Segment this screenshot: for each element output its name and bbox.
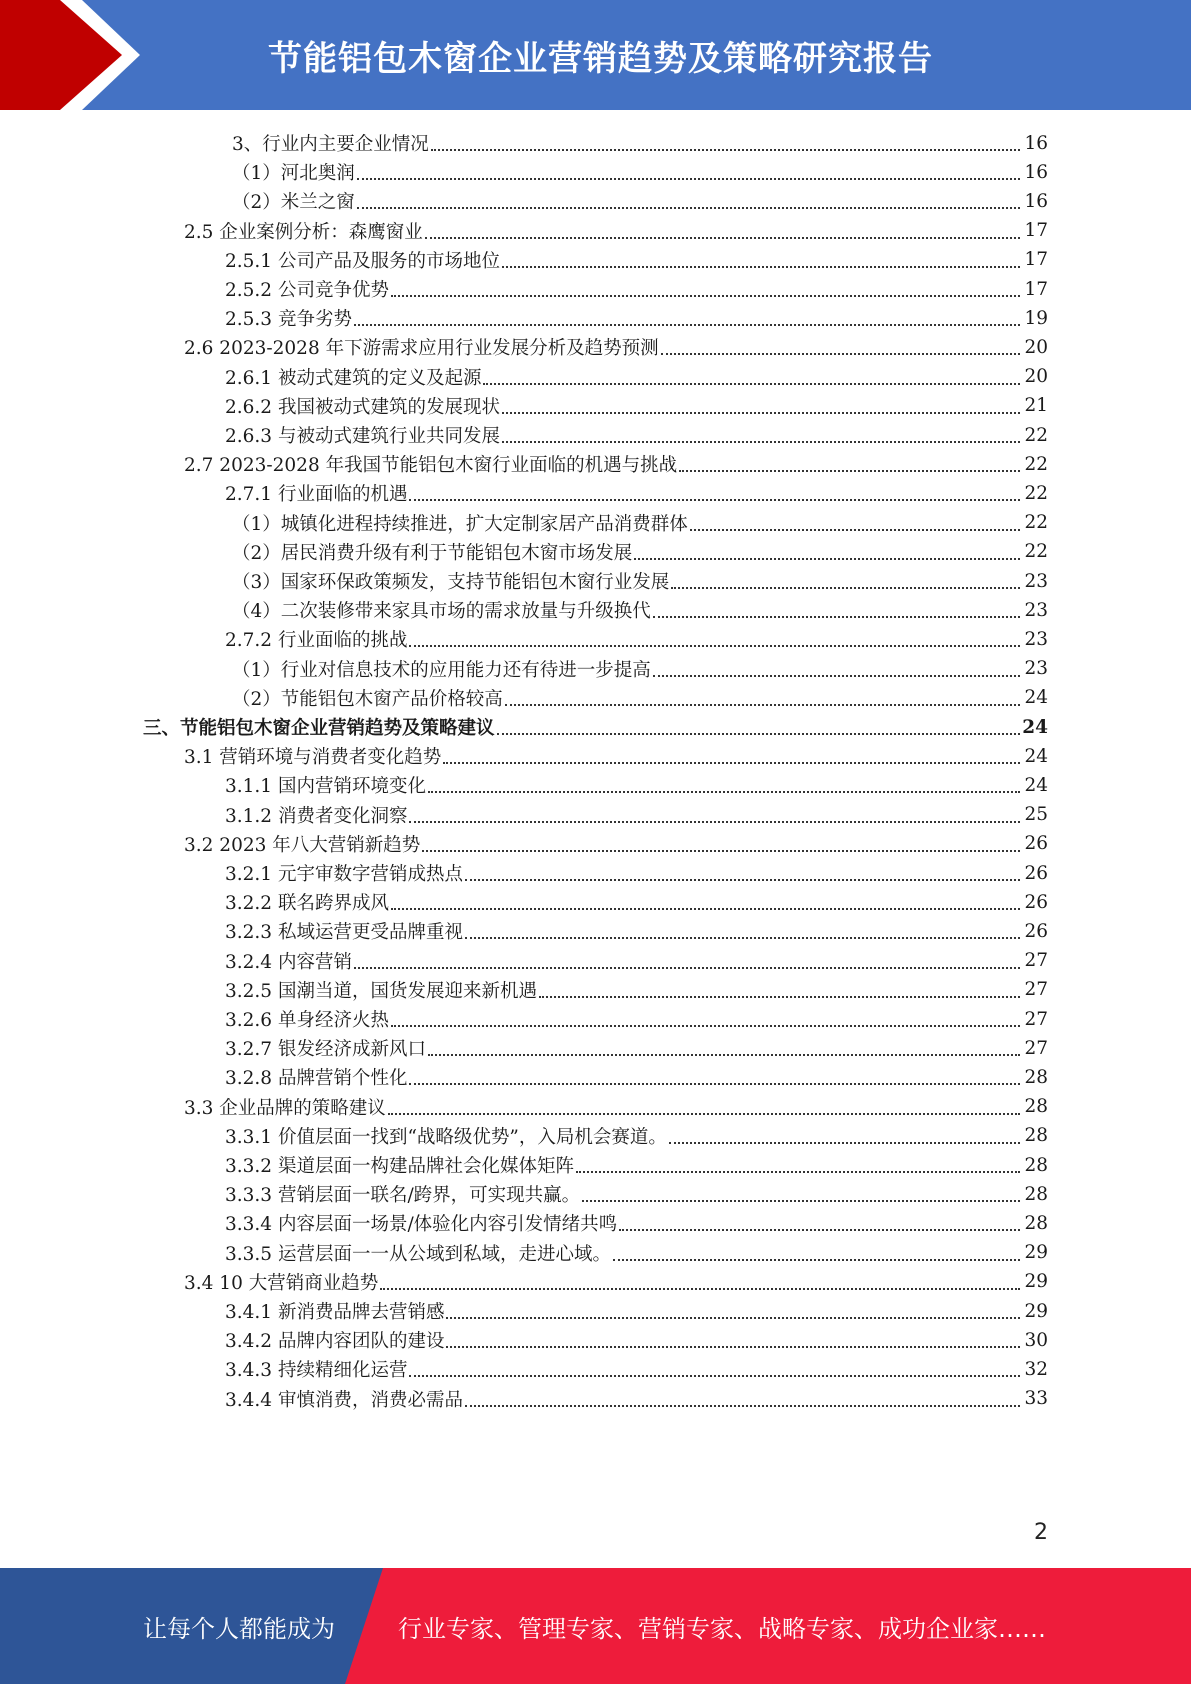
toc-leader-dots [502,266,1020,268]
toc-entry-page: 32 [1024,1358,1048,1380]
toc-entry-page: 28 [1024,1183,1048,1205]
toc-entry-page: 27 [1024,1008,1048,1030]
toc-entry-label: 2.6 2023-2028 年下游需求应用行业发展分析及趋势预测 [184,338,659,360]
toc-leader-dots [653,616,1020,618]
toc-leader-dots [409,645,1020,647]
toc-leader-dots [422,850,1020,852]
toc-entry-page: 26 [1024,920,1048,942]
toc-leader-dots [409,1375,1020,1377]
toc-entry[interactable] [0,128,1191,159]
toc-leader-dots [354,324,1020,326]
toc-entry[interactable] [0,1120,1191,1151]
toc-entry-label: 3.4.2 品牌内容团队的建设 [225,1331,445,1353]
toc-entry-page: 28 [1024,1096,1048,1118]
toc-entry[interactable] [0,157,1191,188]
toc-leader-dots [357,207,1020,209]
toc-entry-label: 3.2.4 内容营销 [225,951,352,973]
toc-entry-page: 26 [1024,891,1048,913]
toc-leader-dots [505,704,1020,706]
toc-entry-label: 3.2.3 私域运营更受品牌重视 [225,922,463,944]
toc-leader-dots [502,412,1020,414]
toc-entry[interactable] [0,390,1191,421]
toc-leader-dots [669,1142,1020,1144]
toc-leader-dots [634,558,1020,560]
toc-entry-page: 23 [1024,570,1048,592]
toc-entry-label: 3.2.8 品牌营销个性化 [225,1068,408,1090]
toc-entry[interactable] [0,858,1191,889]
toc-entry-label: （1）河北奥润 [232,163,355,185]
toc-leader-dots [465,1405,1020,1407]
toc-entry[interactable] [0,420,1191,451]
toc-entry-label: （3）国家环保政策频发，支持节能铝包木窗行业发展 [232,572,670,594]
toc-entry[interactable] [0,916,1191,947]
toc-entry-label: 三、节能铝包木窗企业营销趋势及策略建议 [143,718,495,740]
toc-leader-dots [613,1259,1020,1261]
toc-leader-dots [428,791,1020,793]
toc-entry[interactable] [0,595,1191,626]
toc-entry-label: （2）节能铝包木窗产品价格较高 [232,688,503,710]
toc-entry-label: 3.4 10 大营销商业趋势 [184,1272,379,1294]
toc-entry-page: 17 [1024,249,1048,271]
toc-entry-page: 17 [1024,220,1048,242]
toc-entry-page: 16 [1024,161,1048,183]
toc-entry-page: 16 [1024,190,1048,212]
toc-entry[interactable] [0,799,1191,830]
toc-entry-page: 27 [1024,979,1048,1001]
toc-entry[interactable] [0,682,1191,713]
report-title: 节能铝包木窗企业营销趋势及策略研究报告 [268,38,933,79]
toc-entry-label: 2.6.3 与被动式建筑行业共同发展 [225,426,500,448]
toc-leader-dots [391,908,1020,910]
toc-leader-dots [661,353,1020,355]
toc-entry[interactable] [0,1266,1191,1297]
toc-entry[interactable] [0,361,1191,392]
toc-entry-label: 3.3.2 渠道层面一构建品牌社会化媒体矩阵 [225,1156,574,1178]
toc-entry-label: 3.4.3 持续精细化运营 [225,1360,408,1382]
toc-leader-dots [446,1317,1020,1319]
toc-entry[interactable] [0,244,1191,275]
toc-entry-page: 24 [1022,716,1048,738]
footer-slogan-right: 行业专家、管理专家、营销专家、战略专家、成功企业家…… [398,1614,1046,1643]
toc-leader-dots [428,1054,1020,1056]
toc-entry-label: 3.1 营销环境与消费者变化趋势 [184,747,442,769]
toc-entry-label: 3.3.3 营销层面一联名/跨界，可实现共赢。 [225,1185,581,1207]
toc-entry-page: 22 [1024,453,1048,475]
toc-entry-page: 25 [1024,804,1048,826]
toc-entry[interactable] [0,1150,1191,1181]
toc-entry-label: 3.1.2 消费者变化洞察 [225,805,408,827]
toc-leader-dots [582,1200,1020,1202]
footer-slogan-left: 让每个人都能成为 [143,1614,335,1643]
toc-entry-label: （2）居民消费升级有利于节能铝包木窗市场发展 [232,542,633,564]
toc-entry[interactable] [0,712,1191,743]
toc-entry[interactable] [0,1033,1191,1064]
toc-entry-label: 3.2.5 国潮当道，国货发展迎来新机遇 [225,980,537,1002]
toc-leader-dots [539,996,1020,998]
toc-leader-dots [409,499,1020,501]
toc-entry[interactable] [0,1296,1191,1327]
toc-entry-page: 29 [1024,1242,1048,1264]
toc-entry-page: 27 [1024,950,1048,972]
toc-leader-dots [465,937,1020,939]
toc-entry-label: （4）二次装修带来家具市场的需求放量与升级换代 [232,601,651,623]
toc-entry-page: 29 [1024,1300,1048,1322]
toc-entry-label: 3.3.1 价值层面一找到“战略级优势”，入局机会赛道。 [225,1126,667,1148]
toc-entry-label: 3.2.7 银发经济成新风口 [225,1039,426,1061]
toc-entry-page: 28 [1024,1212,1048,1234]
toc-entry-page: 33 [1024,1388,1048,1410]
toc-entry[interactable] [0,1062,1191,1093]
toc-entry[interactable] [0,945,1191,976]
toc-leader-dots [388,1113,1020,1115]
toc-entry[interactable] [0,1383,1191,1414]
toc-entry-label: 2.6.1 被动式建筑的定义及起源 [225,367,482,389]
toc-entry-label: 3.3 企业品牌的策略建议 [184,1097,386,1119]
toc-entry-label: 3.2 2023 年八大营销新趋势 [184,834,421,856]
toc-entry-page: 20 [1024,336,1048,358]
toc-entry[interactable] [0,887,1191,918]
toc-entry[interactable] [0,507,1191,538]
toc-entry[interactable] [0,215,1191,246]
toc-entry-page: 23 [1024,658,1048,680]
toc-entry[interactable] [0,274,1191,305]
toc-entry-page: 24 [1024,745,1048,767]
toc-leader-dots [690,529,1020,531]
toc-entry-page: 22 [1024,424,1048,446]
toc-entry[interactable] [0,624,1191,655]
toc-leader-dots [409,1083,1020,1085]
toc-entry-page: 16 [1024,132,1048,154]
toc-entry-page: 17 [1024,278,1048,300]
toc-entry-page: 24 [1024,774,1048,796]
toc-entry-label: 2.6.2 我国被动式建筑的发展现状 [225,396,500,418]
toc-entry[interactable] [0,186,1191,217]
toc-entry-page: 22 [1024,541,1048,563]
toc-entry-page: 24 [1024,687,1048,709]
toc-entry-page: 20 [1024,366,1048,388]
toc-entry-label: 3.2.6 单身经济火热 [225,1010,389,1032]
page-footer [0,1568,1191,1684]
toc-entry-label: 3.3.5 运营层面一一从公域到私域，走进心域。 [225,1243,611,1265]
toc-leader-dots [653,675,1020,677]
toc-entry[interactable] [0,1091,1191,1122]
toc-entry-label: 3.4.4 审慎消费，消费必需品 [225,1389,463,1411]
toc-leader-dots [357,178,1020,180]
toc-entry-label: 2.5.2 公司竞争优势 [225,280,389,302]
toc-entry[interactable] [0,536,1191,567]
toc-entry-page: 28 [1024,1066,1048,1088]
toc-entry[interactable] [0,1237,1191,1268]
toc-entry[interactable] [0,1004,1191,1035]
toc-leader-dots [446,1346,1020,1348]
toc-leader-dots [679,470,1020,472]
toc-leader-dots [497,733,1020,735]
toc-entry-page: 21 [1024,395,1048,417]
toc-leader-dots [671,587,1020,589]
toc-entry[interactable] [0,566,1191,597]
toc-entry-label: 2.7.1 行业面临的机遇 [225,484,408,506]
toc-entry-page: 22 [1024,482,1048,504]
header-arrow-logo [0,0,150,110]
toc-leader-dots [391,295,1020,297]
toc-entry-page: 26 [1024,862,1048,884]
toc-entry-label: （1）行业对信息技术的应用能力还有待进一步提高 [232,659,651,681]
toc-entry-page: 27 [1024,1037,1048,1059]
toc-leader-dots [483,383,1020,385]
toc-leader-dots [431,149,1020,151]
toc-entry[interactable] [0,1208,1191,1239]
toc-entry-label: 3.4.1 新消费品牌去营销感 [225,1302,445,1324]
toc-entry-label: 3、行业内主要企业情况 [232,134,429,156]
toc-entry[interactable] [0,653,1191,684]
toc-leader-dots [354,967,1020,969]
toc-leader-dots [409,821,1020,823]
toc-entry[interactable] [0,770,1191,801]
toc-entry[interactable] [0,1325,1191,1356]
toc-entry[interactable] [0,303,1191,334]
toc-leader-dots [391,1025,1020,1027]
toc-leader-dots [502,441,1020,443]
toc-leader-dots [425,237,1020,239]
toc-entry[interactable] [0,1179,1191,1210]
toc-entry-label: 3.3.4 内容层面一场景/体验化内容引发情绪共鸣 [225,1214,618,1236]
toc-leader-dots [465,879,1020,881]
toc-entry[interactable] [0,741,1191,772]
toc-entry-label: 3.1.1 国内营销环境变化 [225,776,426,798]
page-number: 2 [1034,1520,1048,1545]
toc-entry[interactable] [0,828,1191,859]
toc-entry-label: 2.7 2023-2028 年我国节能铝包木窗行业面临的机遇与挑战 [184,455,678,477]
toc-entry-page: 26 [1024,833,1048,855]
toc-leader-dots [619,1229,1020,1231]
toc-entry-page: 29 [1024,1271,1048,1293]
toc-entry-page: 28 [1024,1154,1048,1176]
toc-entry-label: 3.2.1 元宇审数字营销成热点 [225,864,463,886]
toc-leader-dots [443,762,1020,764]
toc-entry[interactable] [0,332,1191,363]
toc-entry-page: 19 [1024,307,1048,329]
toc-entry-page: 23 [1024,599,1048,621]
toc-entry-label: 2.5.1 公司产品及服务的市场地位 [225,250,500,272]
toc-entry-page: 22 [1024,512,1048,534]
toc-entry[interactable] [0,1354,1191,1385]
toc-entry[interactable] [0,478,1191,509]
toc-entry-page: 30 [1024,1329,1048,1351]
toc-leader-dots [576,1171,1020,1173]
toc-entry-page: 23 [1024,628,1048,650]
toc-entry-label: 3.2.2 联名跨界成风 [225,893,389,915]
toc-entry-label: （1）城镇化进程持续推进，扩大定制家居产品消费群体 [232,513,688,535]
toc-entry-label: 2.5.3 竞争劣势 [225,309,352,331]
toc-entry[interactable] [0,974,1191,1005]
page-header [0,0,1191,110]
toc-entry-label: 2.7.2 行业面临的挑战 [225,630,408,652]
toc-entry[interactable] [0,449,1191,480]
toc-entry-label: （2）米兰之窗 [232,192,355,214]
toc-entry-page: 28 [1024,1125,1048,1147]
toc-leader-dots [380,1288,1020,1290]
toc-entry-label: 2.5 企业案例分析：森鹰窗业 [184,221,423,243]
